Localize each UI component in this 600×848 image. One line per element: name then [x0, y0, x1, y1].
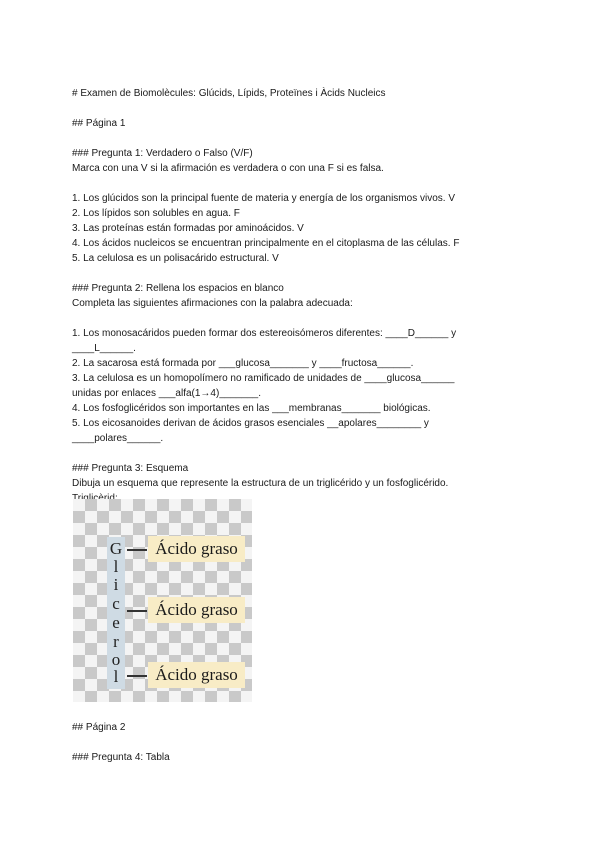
question-2-line: 4. Los fosfoglicéridos son importantes en las ___membranas_______ biológicas.: [72, 403, 431, 414]
question-3-heading: ### Pregunta 3: Esquema: [72, 463, 189, 474]
glycerol-letter: e: [112, 613, 120, 632]
question-3-instructions: Dibuja un esquema que represente la estructura de un triglicérido y un fosfoglicérido.: [72, 478, 449, 489]
page-2-section: [72, 720, 532, 765]
glycerol-letter: i: [113, 575, 119, 594]
page-1-heading: ## Página 1: [72, 118, 126, 129]
document-title: # Examen de Biomolècules: Glúcids, Lípids, Proteïnes i Àcids Nucleics: [72, 88, 386, 99]
question-2-instructions: Completa las siguientes afirmaciones con la palabra adecuada:: [72, 298, 353, 309]
question-2-heading: ### Pregunta 2: Rellena los espacios en blanco: [72, 283, 284, 294]
question-2-line: 2. La sacarosa está formada por ___glucosa_______ y ____fructosa______.: [72, 358, 414, 369]
fatty-acid-box: Ácido graso: [148, 536, 245, 562]
fatty-acid-box: Ácido graso: [148, 597, 245, 623]
question-2-line: 3. La celulosa es un homopolímero no ramificado de unidades de ____glucosa______: [72, 373, 455, 384]
question-1-instructions: Marca con una V si la afirmación es verdadera o con una F si es falsa.: [72, 163, 384, 174]
page-2-heading: ## Página 2: [72, 722, 126, 733]
ester-bond: [127, 675, 147, 677]
ester-bond: [127, 549, 147, 551]
question-2-line: 1. Los monosacáridos pueden formar dos estereoisómeros diferentes: ____D______ y: [72, 328, 457, 339]
question-1-item: 2. Los lípidos son solubles en agua. F: [72, 208, 240, 219]
triglyceride-diagram: [73, 499, 252, 702]
question-2-line: ____polares______.: [72, 433, 164, 444]
fatty-acid-box: Ácido graso: [148, 662, 245, 688]
glycerol-letter: o: [111, 650, 121, 669]
question-1-item: 1. Los glúcidos son la principal fuente de materia y energía de los organismos vivos. V: [72, 193, 455, 204]
glycerol-letter: l: [113, 667, 119, 686]
question-1-heading: ### Pregunta 1: Verdadero o Falso (V/F): [72, 148, 253, 159]
glycerol-letter: r: [113, 632, 119, 651]
question-4-heading: ### Pregunta 4: Tabla: [72, 752, 170, 763]
question-1-item: 5. La celulosa es un polisacárido estructural. V: [72, 253, 279, 264]
ester-bond: [127, 610, 147, 612]
glycerol-letter: c: [112, 594, 120, 613]
exam-document: [72, 86, 532, 506]
question-2-line: 5. Los eicosanoides derivan de ácidos grasos esenciales __apolares________ y: [72, 418, 429, 429]
glycerol-letter: G: [109, 539, 123, 558]
question-1-item: 3. Las proteínas están formadas por aminoácidos. V: [72, 223, 304, 234]
glycerol-letter: l: [113, 557, 119, 576]
question-2-line: ____L______.: [72, 343, 136, 354]
question-2-line: unidas por enlaces ___alfa(1→4)_______.: [72, 388, 262, 399]
question-1-item: 4. Los ácidos nucleicos se encuentran principalmente en el citoplasma de las células. F: [72, 238, 460, 249]
